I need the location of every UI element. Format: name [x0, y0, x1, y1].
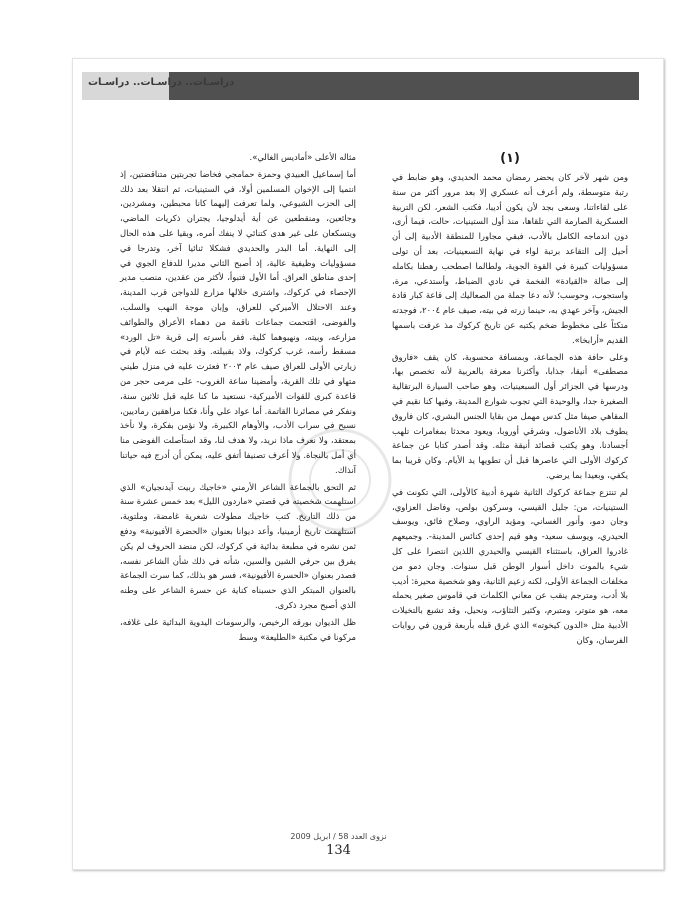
paragraph: ظل الديوان بورقه الرخيص، والرسومات اليدوية البدائية على غلافه، مركونا في مكتبة «الطليعة» وسط [120, 616, 356, 642]
paragraph: أما إسماعيل العبيدي وحمزة حمامجي فخاضا تجربتين متناقضتين، إذ انتميا إلى الإخوان المسلمين أولا، في الستينيات، ثم انتقلا بعد ذلك إلى الحزب الشيوعي، ولما تعرفت إليهما كانا محبطين، ومشردين، وجائعين، ومنقطعين عن أية أيدلوجيا، يجتران ذكريات الماضي، ويتسكعان على غير هدى كتنائي لا ينفك أمره، وبقيا على هذه الحال إلى النهاية. أما البدر والحديدي فشكلا ثنائيا آخر، وتدرجا في مسؤوليات وظيفية عالية، إذ أصبح الثاني مديرا للدفاع الجوي في إحدى مناطق العراق. أما الأول فتبوأ، لأكثر من عقدين، منصب مدير الإحصاء في كركوك، واشترى خلالها مزارع للدواجن قرب المدينة، وعند الاحتلال الأميركي للعراق، وإبان موجة النهب والسلب، والفوضى، اقتحمت جماعات ناقمة من دهماء الأعراق والطوائف مزارعه، وبيته، ونهبوهما كلية، فقر بأسرته إلى قرية «تل الورد» مسقط رأسه، غرب كركوك، ولاذ بقبيلته. وقد بحثت عنه لأيام في زيارتي الأولى للعراق صيف عام ٢٠٠٣ فعثرت عليه في منزل طيني متهاو في تلك القرية، وأمضينا ساعة الغروب- على مرمى حجر من قاعدة كبرى للقوات الأميركية- نستعيد ما كنا عليه قبل ثلاثين سنة، ونفكر في مصائرنا القاتمة. أما عواد علي وأنا، فكنا مراهقين رماديين، نسبح في سراب الأدب، والأوهام الكبيرة، ولا نؤمن بفكرة، ولا نأخذ بمعتقد، ولا نعرف ماذا نريد، ولا هدف لنا، وقد استأصلت الفوضى منا أي أمل بالنجاة. ولا أعرف تصنيفا أتفق عليه، يمكن أن أدرج فيه حياتنا آنذاك. [120, 168, 356, 475]
paragraph: لم تنتزع جماعة كركوك الثانية شهرة أدبية كالأولى، التي تكونت في الستينيات، من: جليل القيسي، وسركون بولص، وفاضل العزاوي، وجان دمو، وأنور الغساني، ومؤيد الراوي، وصلاح فائق، ويوسف الحيدري، ويوسف سعيد- وهو قيم إحدى كنائس المدينة-. وجميعهم غادروا العراق، باستثناء القيسي والحيدري اللذين انتصرا على كل شيء بالموت داخل أسوار الوطن قبل سنوات. وجان دمو من مخلفات الجماعة الأولى، لكنه زعيم الثانية، وهو شخصية محيرة: أديب بلا أدب، ومترجم ينقب عن معاني الكلمات في قاموس صغير يحمله معه، هو متوتر، ومتبرم، وكثير التثاؤب، ونحيل، وقد تشبع بالتخيلات الأدبية مثل «الدون كيخوته» الذي غرق قبله بأربعة قرون في روايات الفرسان، وكان [392, 486, 628, 645]
page-number: 134 [326, 843, 351, 858]
paragraph: ثم التحق بالجماعة الشاعر الأرمني «خاجيك ربيت آيدنجيان» الذي استلهمت شخصيته في قصتي «ماردون الليل» بعد خمس عشرة سنة من ذلك التاريخ. كتب خاجيك مطولات شعرية غامضة، وملتوية، استلهمت تاريخ أرمينيا، وأعد ديوانا بعنوان «الحضرة الأفيونية» ودفع ثمن نشره في مطبعة بدائية في كركوك، لكن منضد الحروف لم يكن يفرق بين حرفي الشين والسين، شأنه في ذلك شأن الشاعر نفسه، فصدر بعنوان «الحسرة الأفيونية»، فسر هو بذلك، كما سرت الجماعة بالعنوان المبتكر الذي حسبناه كناية عن حسرة الشاعر على وطنه الذي أصبح مجرد ذكرى. [120, 481, 356, 610]
right-column [392, 150, 628, 650]
header-dark-band [169, 72, 639, 100]
section-tag: دراسـات.. دراسـات.. دراسـات [88, 77, 235, 88]
left-column [120, 150, 356, 646]
paragraph: ومن شهر لآخر كان يحضر رمضان محمد الحديدي، وهو ضابط في رتبة متوسطة، ولم أعرف أنه عسكري إلا بعد مرور أكثر من سنة على لقاءاتنا، وسعى بجد لأن يكون أديبا، فكتب الشعر، لكن التربية العسكرية الصارمة التي تلقاها، منذ أول الستينيات، حالت، فيما أرى، دون اندماجه الكامل بالأدب، فبقي مجاورا للمنطقة الأدبية إلى أن أحيل إلى التقاعد برتبة لواء في نهاية التسعينيات، بعد أن تولى مسؤوليات كبيرة في القوة الجوية، ولطالما اصطحب رهطنا بكامله إلى صالة «القيادة» الفخمة في نادي الضباط، وأستدعي، مرة، واستجوب، وحوسب؛ لأنه دعا جملة من الصعاليك إلى قاعة كبار قادة الجيش، وآخر عهدي به، حينما زرته في بيته، صيف عام ٢٠٠٤، فوجدته متكئاً على مخطوط ضخم يكتبه عن تاريخ كركوك مذ عرفت باسمها القديم «أرابخا». [392, 172, 628, 345]
paragraph: مثاله الأعلى «أماديس الغالي». [249, 152, 356, 162]
paragraph: وعلى حافة هذه الجماعة، وبمسافة محسوبة، كان يقف «فاروق مصطفى» أنيقا، جذابا، وأكثرنا معرفة بالعربية لأنه تخصص بها، ودرسها في الجزائر أول السبعينيات، وهو صاحب السيارة البرتقالية الصغيرة جدا، والوحيدة التي تجوب شوارع المدينة، وفيها كنا نقيم في المقاهي صيفا مثل كدس مهمل من بقايا الجنس البشري، كان فاروق يطوف بلاد الأناضول، وشرقي أوروبا، ويعود محدثا بمغامرات تلهب أجسادنا. وهو يكتب قصائد أنيقة مثله. وقد أصدر كتابا عن جماعة كركوك الأولى التي عاصرها قبل أن تطويها يد الأيام. وكان قريبا بما يكفي، وبعيدا بما يرضي. [392, 351, 628, 480]
section-number: (١) [500, 151, 520, 166]
footer-issue: نزوى العدد 58 / ابريل 2009 [290, 832, 387, 841]
section-header-bar [82, 72, 639, 100]
